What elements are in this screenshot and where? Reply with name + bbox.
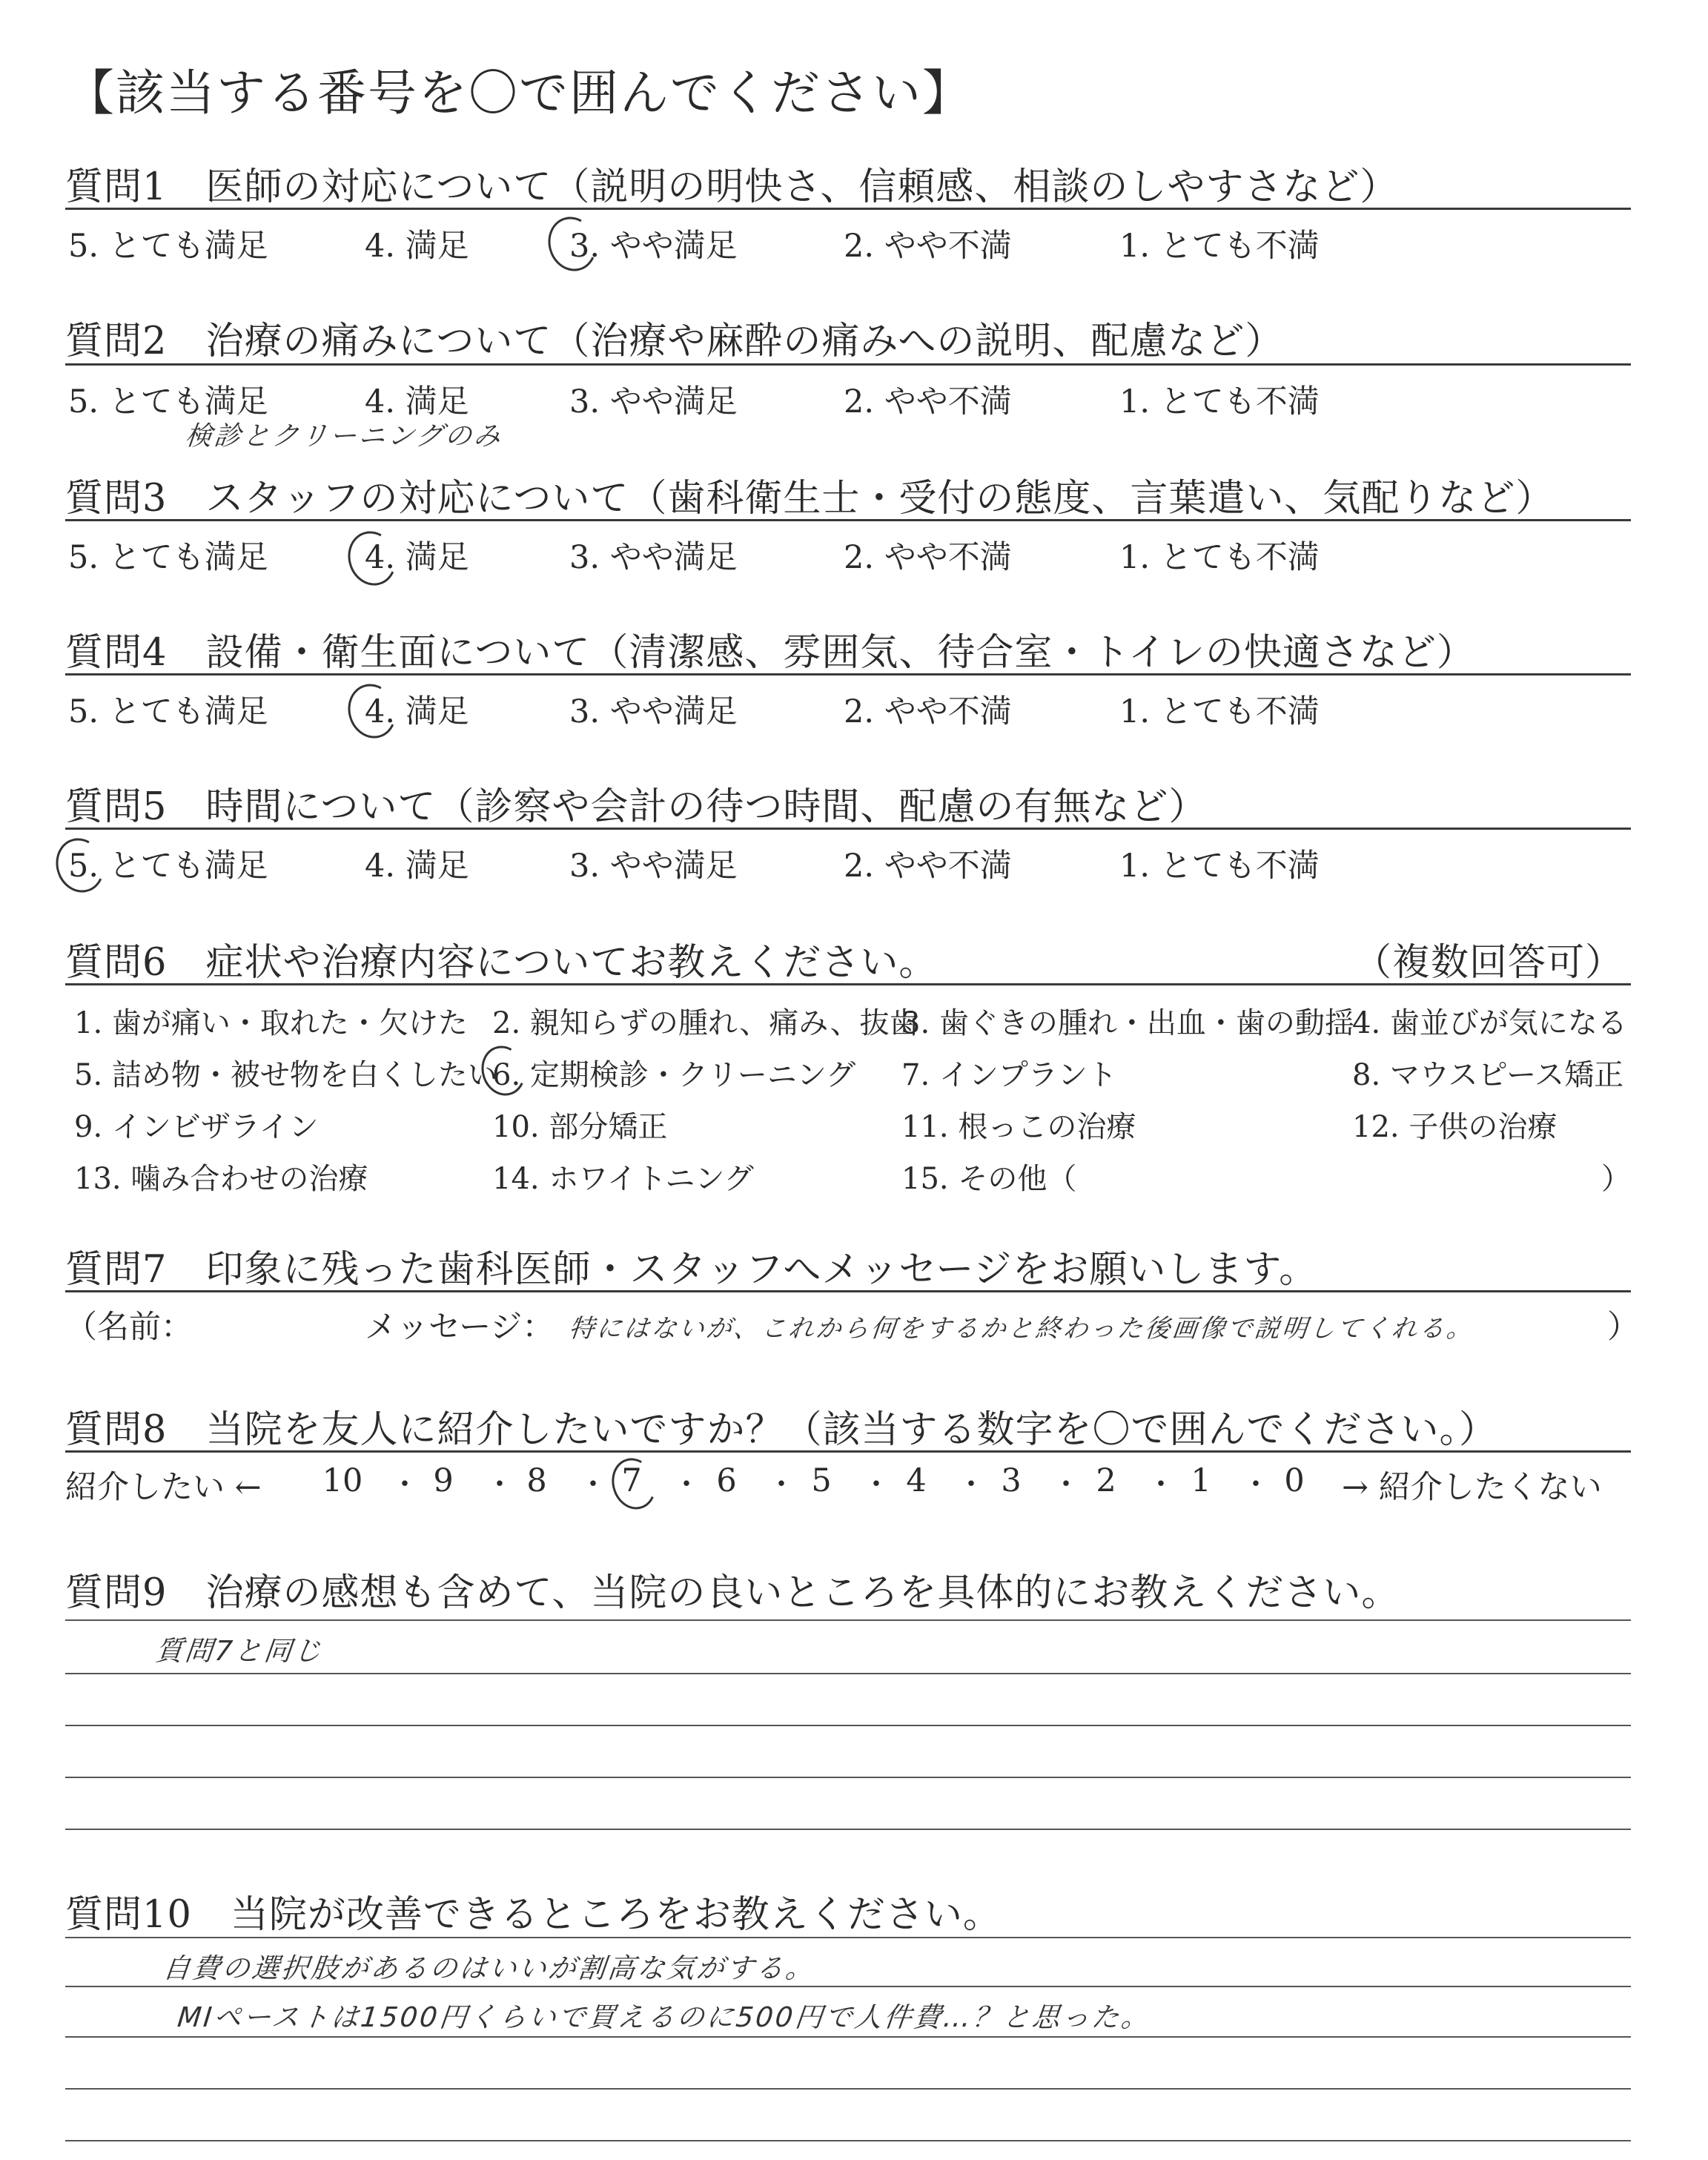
q8-separator: ・ [672, 1467, 701, 1502]
q3-option-2[interactable]: 2. やや不満 [844, 539, 1012, 576]
q6-rule [65, 983, 1631, 985]
q8-separator: ・ [390, 1467, 420, 1502]
q8-separator: ・ [1241, 1467, 1271, 1502]
q5-option-1[interactable]: 1. とても不満 [1119, 848, 1320, 885]
q4-option-1[interactable]: 1. とても不満 [1119, 693, 1320, 730]
q4-option-2[interactable]: 2. やや不満 [844, 693, 1012, 730]
q1-option-5[interactable]: 5. とても満足 [68, 228, 268, 265]
q2-option-2[interactable]: 2. やや不満 [844, 383, 1012, 420]
q5-option-5[interactable]: 5. とても満足 [68, 848, 268, 885]
q2-title: 質問2 治療の痛みについて（治療や麻酔の痛みへの説明、配慮など） [65, 320, 1284, 363]
q10-answer-line [65, 1986, 1631, 1987]
q8-right-label: → 紹介したくない [1342, 1469, 1602, 1506]
q3-title: 質問3 スタッフの対応について（歯科衛生士・受付の態度、言葉遣い、気配りなど） [65, 477, 1555, 521]
q3-option-5[interactable]: 5. とても満足 [68, 539, 268, 576]
q2-option-4[interactable]: 4. 満足 [365, 383, 469, 420]
q6-option-12[interactable]: 12. 子供の治療 [1352, 1110, 1558, 1144]
q7-title: 質問7 印象に残った歯科医師・スタッフへメッセージをお願いします。 [65, 1248, 1318, 1292]
q1-title: 質問1 医師の対応について（説明の明快さ、信頼感、相談のしやすさなど） [65, 165, 1399, 209]
q8-scale-4[interactable]: 4 [906, 1462, 927, 1499]
q6-option-13[interactable]: 13. 噛み合わせの治療 [74, 1162, 368, 1196]
q6-option-15[interactable]: 15. その他（ [901, 1162, 1077, 1196]
q5-title: 質問5 時間について（診察や会計の待つ時間、配慮の有無など） [65, 785, 1208, 829]
q6-option-7[interactable]: 7. インプラント [901, 1058, 1117, 1092]
q8-separator: ・ [1146, 1467, 1176, 1502]
q2-option-3[interactable]: 3. やや満足 [569, 383, 738, 420]
q4-option-4[interactable]: 4. 満足 [365, 693, 469, 730]
q4-option-5[interactable]: 5. とても満足 [68, 693, 268, 730]
q8-scale-3[interactable]: 3 [1001, 1462, 1022, 1499]
q5-option-4[interactable]: 4. 満足 [365, 848, 469, 885]
q10-title: 質問10 当院が改善できるところをお教えください。 [65, 1893, 1002, 1937]
q1-option-4[interactable]: 4. 満足 [365, 228, 469, 265]
q8-rule [65, 1450, 1631, 1453]
q1-option-1[interactable]: 1. とても不満 [1119, 228, 1320, 265]
q10-answer-line [65, 2140, 1631, 2141]
q8-scale-9[interactable]: 9 [433, 1462, 454, 1499]
q6-multiple-answers-note: （複数回答可） [1354, 941, 1624, 985]
q3-rule [65, 519, 1631, 521]
q4-rule [65, 673, 1631, 676]
q9-title: 質問9 治療の感想も含めて、当院の良いところを具体的にお教えください。 [65, 1571, 1400, 1615]
q10-answer-line [65, 2088, 1631, 2090]
q6-other-close-paren: ） [1601, 1162, 1631, 1196]
q8-scale-2[interactable]: 2 [1096, 1462, 1116, 1499]
q10-answer-line [65, 1937, 1631, 1938]
q4-option-3[interactable]: 3. やや満足 [569, 693, 738, 730]
q10-handwritten-answer-line2: MIペーストは1500円くらいで買えるのに500円で人件費…？と思った。 [176, 2001, 1153, 2033]
q8-separator: ・ [767, 1467, 796, 1502]
q4-title: 質問4 設備・衛生面について（清潔感、雰囲気、待合室・トイレの快適さなど） [65, 631, 1475, 675]
q8-separator: ・ [1051, 1467, 1081, 1502]
q3-option-4[interactable]: 4. 満足 [365, 539, 469, 576]
q6-option-14[interactable]: 14. ホワイトニング [492, 1162, 754, 1196]
q8-scale-8[interactable]: 8 [526, 1462, 547, 1499]
q5-option-3[interactable]: 3. やや満足 [569, 848, 738, 885]
q6-option-2[interactable]: 2. 親知らずの腫れ、痛み、抜歯 [492, 1006, 919, 1040]
q9-answer-line [65, 1673, 1631, 1674]
q6-option-8[interactable]: 8. マウスピース矯正 [1352, 1058, 1624, 1092]
q6-option-3[interactable]: 3. 歯ぐきの腫れ・出血・歯の動揺 [901, 1006, 1354, 1040]
q8-separator: ・ [578, 1467, 608, 1502]
q2-option-1[interactable]: 1. とても不満 [1119, 383, 1320, 420]
q7-rule [65, 1290, 1631, 1292]
q8-scale-7[interactable]: 7 [621, 1462, 642, 1499]
q10-answer-line [65, 2036, 1631, 2038]
q8-separator: ・ [485, 1467, 514, 1502]
q8-scale-1[interactable]: 1 [1191, 1462, 1211, 1499]
q2-handwritten-note: 検診とクリーニングのみ [183, 421, 505, 452]
q9-answer-line [65, 1725, 1631, 1726]
q1-rule [65, 208, 1631, 210]
q1-option-2[interactable]: 2. やや不満 [844, 228, 1012, 265]
q8-separator: ・ [861, 1467, 891, 1502]
q7-name-label: （名前： [65, 1309, 193, 1346]
q8-left-label: 紹介したい ← [65, 1469, 262, 1506]
form-header: 【該当する番号を〇で囲んでください】 [65, 65, 973, 122]
q6-title: 質問6 症状や治療内容についてお教えください。 [65, 941, 938, 985]
q2-rule [65, 363, 1631, 366]
q6-option-4[interactable]: 4. 歯並びが気になる [1352, 1006, 1627, 1040]
q10-handwritten-answer-line1: 自費の選択肢があるのはいいが割高な気がする。 [161, 1952, 817, 1984]
q5-option-2[interactable]: 2. やや不満 [844, 848, 1012, 885]
q6-option-9[interactable]: 9. インビザライン [74, 1110, 319, 1144]
q7-close-paren: ） [1607, 1309, 1639, 1346]
q8-title: 質問8 当院を友人に紹介したいですか？（該当する数字を〇で囲んでください。） [65, 1408, 1497, 1452]
q8-scale-10[interactable]: 10 [322, 1462, 363, 1499]
q7-message-label: メッセージ： [365, 1309, 555, 1346]
q1-option-3[interactable]: 3. やや満足 [569, 228, 738, 265]
q6-option-6[interactable]: 6. 定期検診・クリーニング [492, 1058, 856, 1092]
q6-option-5[interactable]: 5. 詰め物・被せ物を白くしたい [74, 1058, 497, 1092]
q5-rule [65, 828, 1631, 830]
q9-handwritten-answer: 質問7と同じ [153, 1635, 325, 1667]
q9-answer-line [65, 1619, 1631, 1621]
q6-option-11[interactable]: 11. 根っこの治療 [901, 1110, 1136, 1144]
q8-scale-0[interactable]: 0 [1284, 1462, 1305, 1499]
q8-scale-5[interactable]: 5 [811, 1462, 832, 1499]
q7-handwritten-message: 特にはないが、これから何をするかと終わった後画像で説明してくれる。 [567, 1314, 1476, 1344]
q3-option-1[interactable]: 1. とても不満 [1119, 539, 1320, 576]
q3-option-3[interactable]: 3. やや満足 [569, 539, 738, 576]
q8-scale-6[interactable]: 6 [716, 1462, 737, 1499]
q2-option-5[interactable]: 5. とても満足 [68, 383, 268, 420]
q9-answer-line [65, 1777, 1631, 1778]
q8-separator: ・ [956, 1467, 986, 1502]
q6-option-1[interactable]: 1. 歯が痛い・取れた・欠けた [74, 1006, 468, 1040]
q9-answer-line [65, 1829, 1631, 1830]
q6-option-10[interactable]: 10. 部分矯正 [492, 1110, 668, 1144]
